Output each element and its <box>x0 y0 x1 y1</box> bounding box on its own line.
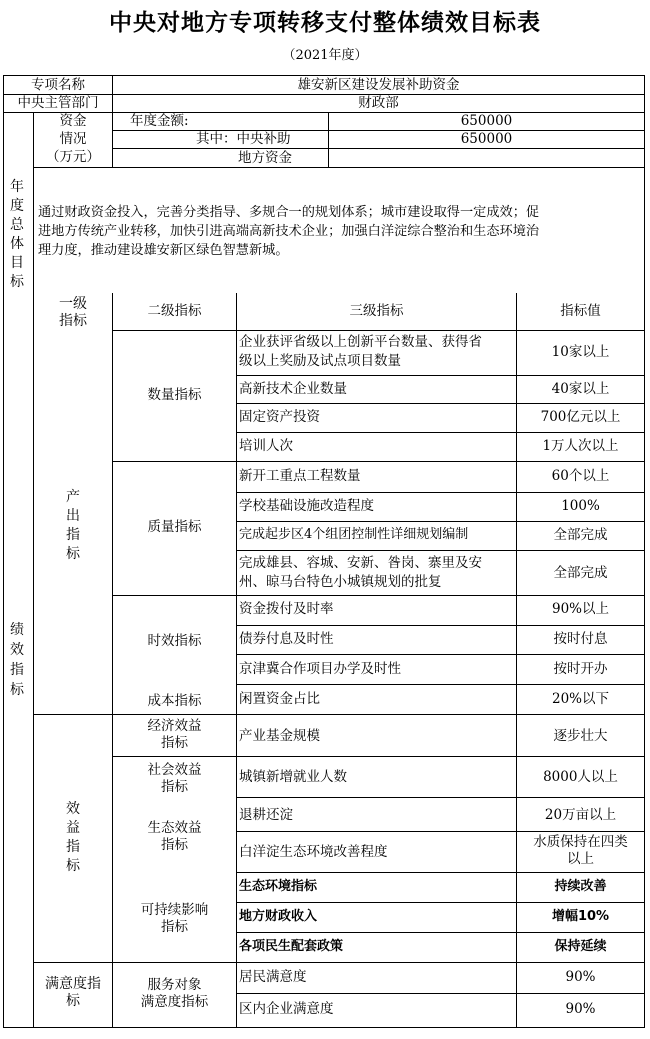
table-row-value: 持续改善 <box>554 879 607 894</box>
central-subsidy-value: 650000 <box>460 131 513 147</box>
table-row-l3: 闲置资金占比 <box>239 691 320 707</box>
table-row-value: 90% <box>565 969 596 985</box>
level1-satisfaction: 满意度指 标 <box>45 976 101 1009</box>
level2-ecological: 生态效益 指标 <box>147 820 202 853</box>
table-row-value: 90%以上 <box>551 601 609 617</box>
table-row-l3: 各项民生配套政策 <box>239 939 344 954</box>
fund-label: 资金 情况 （万元） <box>46 113 100 165</box>
table-row-l3: 生态环境指标 <box>239 879 318 894</box>
performance-indicators-label: 绩效指标 <box>10 622 24 698</box>
table-row-l3: 新开工重点工程数量 <box>239 468 361 484</box>
table-row-value: 水质保持在四类 以上 <box>533 834 628 867</box>
level2-timeliness: 时效指标 <box>147 633 202 649</box>
table-row-value: 40家以上 <box>551 381 610 397</box>
table-row-value: 按时开办 <box>553 661 608 677</box>
table-row-value: 100% <box>561 498 600 514</box>
level1-benefit: 效益指标 <box>66 801 80 874</box>
table-row-l3: 产业基金规模 <box>239 728 320 744</box>
central-subsidy-label: 其中：中央补助 <box>196 131 291 147</box>
table-row-l3: 债券付息及时性 <box>239 631 334 647</box>
level2-quantity: 数量指标 <box>147 387 202 403</box>
table-row-value: 700亿元以上 <box>540 409 621 425</box>
table-row-l3: 高新技术企业数量 <box>239 381 347 397</box>
table-row-l3: 学校基础设施改造程度 <box>239 498 374 514</box>
level1-output: 产出指标 <box>66 489 80 562</box>
level2-quality: 质量指标 <box>147 519 202 535</box>
table-row-l3: 退耕还淀 <box>239 807 293 823</box>
project-name-label: 专项名称 <box>31 77 85 93</box>
table-row-value: 逐步壮大 <box>553 728 608 744</box>
table-row-l3: 京津冀合作项目办学及时性 <box>239 661 401 677</box>
col-header-value: 指标值 <box>560 303 601 319</box>
col-header-level1: 一级 指标 <box>59 296 87 329</box>
table-row-value: 10家以上 <box>551 344 610 360</box>
table-row-value: 保持延续 <box>554 939 607 954</box>
annual-amount-label: 年度金额: <box>130 113 189 129</box>
table-row-value: 8000人以上 <box>543 769 618 785</box>
annual-goal-label: 年度总体目标 <box>10 179 24 290</box>
table-row-l3: 区内企业满意度 <box>239 1001 334 1017</box>
table-row-value: 增幅10% <box>551 909 610 924</box>
level2-social: 社会效益 指标 <box>147 762 202 795</box>
dept-value: 财政部 <box>358 95 399 111</box>
table-row-l3: 白洋淀生态环境改善程度 <box>239 844 388 860</box>
level2-economic: 经济效益 指标 <box>147 718 202 751</box>
table-row-l3: 居民满意度 <box>239 969 307 985</box>
table-row-l3: 企业获评省级以上创新平台数量、获得省 级以上奖励及试点项目数量 <box>239 334 482 369</box>
level2-cost: 成本指标 <box>147 693 202 709</box>
level2-service-satisfaction: 服务对象 满意度指标 <box>140 977 209 1010</box>
table-row-value: 20万亩以上 <box>544 807 617 823</box>
table-row-l3: 城镇新增就业人数 <box>239 769 347 785</box>
dept-label: 中央主管部门 <box>17 95 99 111</box>
table-row-l3: 地方财政收入 <box>239 909 318 924</box>
table-row-value: 1万人次以上 <box>542 438 619 454</box>
table-row-l3: 完成雄县、容城、安新、昝岗、寨里及安 州、晾马台特色小城镇规划的批复 <box>239 555 482 590</box>
table-row-value: 60个以上 <box>551 468 610 484</box>
page-subtitle: （2021年度） <box>282 48 368 63</box>
table-row-value: 全部完成 <box>553 527 608 543</box>
table-row-value: 20%以下 <box>551 691 609 707</box>
level2-sustainability: 可持续影响 指标 <box>140 902 209 935</box>
annual-goal-text: 通过财政资金投入，完善分类指导、多规合一的规划体系；城市建设取得一定成效；促 进地方传统产业转移，加快引进高端高新技术企业；加强白洋淀综合整治和生态环境治 理力度，推动建设雄安新区绿色智慧新城。 <box>38 205 540 258</box>
table-row-value: 90% <box>565 1001 596 1017</box>
table-row-l3: 培训人次 <box>239 438 293 454</box>
table-row-l3: 资金拨付及时率 <box>239 601 334 617</box>
table-row-l3: 固定资产投资 <box>239 409 320 425</box>
project-name-value: 雄安新区建设发展补助资金 <box>297 77 460 93</box>
local-funds-label: 地方资金 <box>238 150 292 166</box>
col-header-level3: 三级指标 <box>349 303 404 319</box>
table-row-value: 全部完成 <box>553 565 608 581</box>
col-header-level2: 二级指标 <box>147 303 202 319</box>
annual-amount-value: 650000 <box>460 113 513 129</box>
table-row-l3: 完成起步区4个组团控制性详细规划编制 <box>239 527 469 542</box>
page-title: 中央对地方专项转移支付整体绩效目标表 <box>109 10 541 36</box>
table-row-value: 按时付息 <box>553 631 608 647</box>
